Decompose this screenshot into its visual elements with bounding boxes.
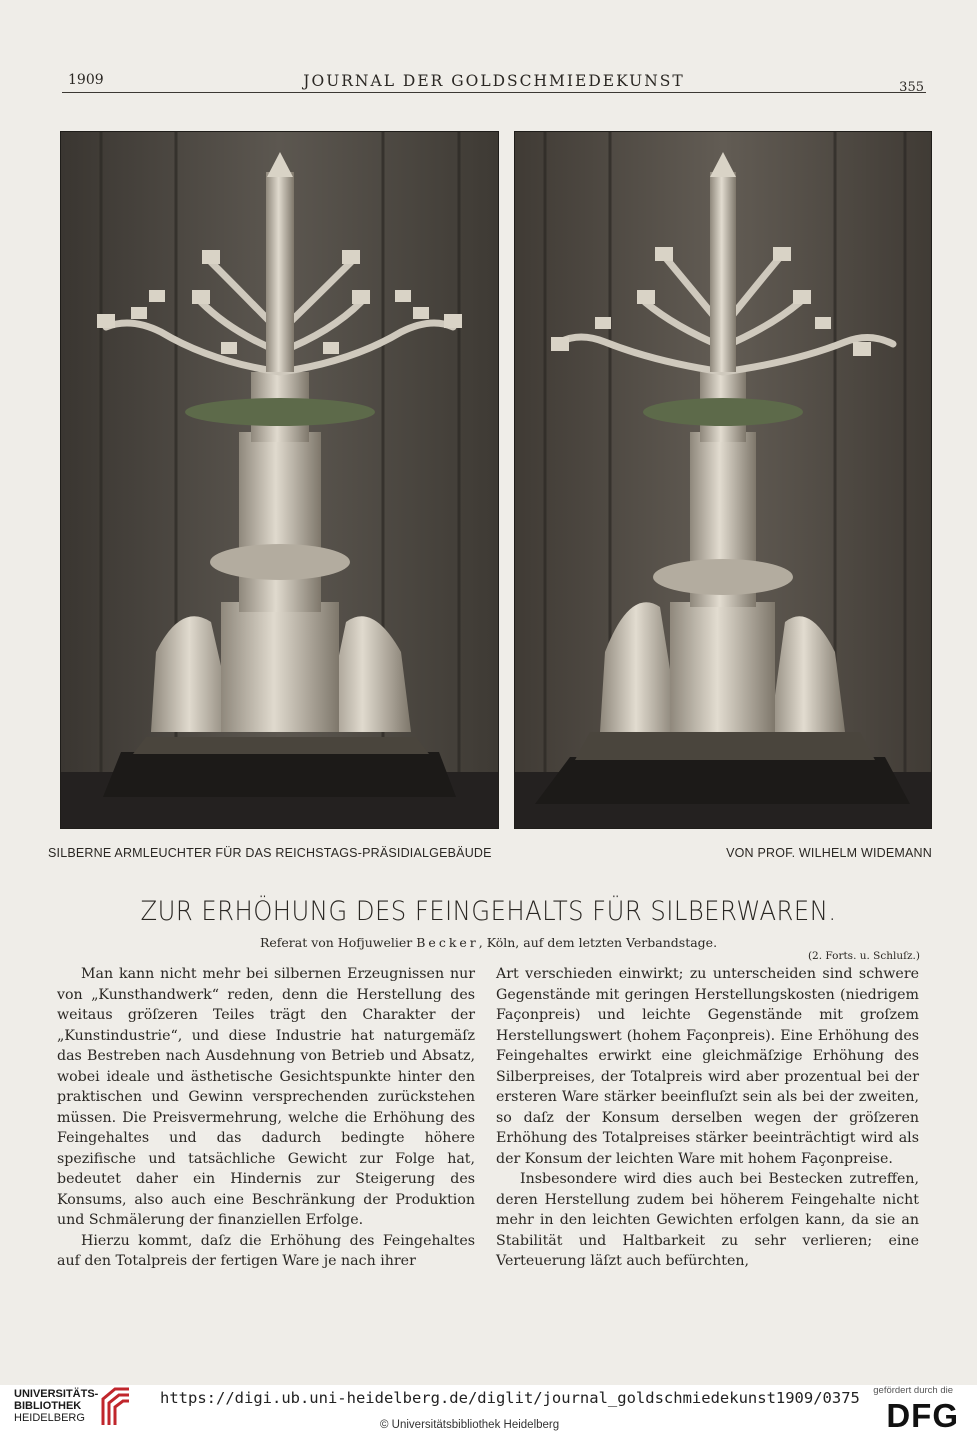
candelabrum-photo-right (514, 131, 932, 829)
page-number: 355 (899, 80, 924, 95)
caption-right: VON PROF. WILHELM WIDEMANN (726, 846, 932, 860)
digitization-footer (0, 1385, 977, 1444)
paragraph: Hierzu kommt, daſz die Erhöhung des Feingehaltes auf den Totalpreis der fertigen Ware je nach ihrer (57, 1232, 475, 1269)
text-column-left (57, 964, 475, 1272)
header-rule (62, 92, 926, 93)
text-column-right (496, 964, 919, 1272)
copyright-notice: © Universitätsbibliothek Heidelberg (380, 1419, 560, 1431)
paragraph: Man kann nicht mehr bei silbernen Erzeugnissen nur von „Kunsthandwerk“ reden, denn die Herstellung des weitaus gröſzeren Teiles trägt den Charakter der „Kunstindustrie“, und diese Industrie hat naturgemäſz das Bestreben nach Ausdehnung von Betrieb und Absatz, wobei ideale und ästhetische Gesichtspunkte hinter den praktischen und Gewinn versprechenden zurückstehen müssen. Die Preisvermehrung, welche die Erhöhung des Feingehaltes und das dadurch bedingte höhere spezifische und tatsächliche Gewicht zur Folge hat, bedeutet daher ein Hindernis zur Steigerung des Konsums, also auch eine Beschränkung der Produktion und Schmälerung der finanziellen Erfolge. (57, 966, 475, 1228)
library-logo-icon (99, 1385, 135, 1429)
header-year: 1909 (68, 72, 104, 88)
library-line: UNIVERSITÄTS- (14, 1388, 99, 1400)
article-title: ZUR ERHÖHUNG DES FEINGEHALTS FÜR SILBERWAREN. (140, 896, 837, 927)
paragraph: Insbesondere wird dies auch bei Bestecken zutreffen, deren Herstellung zudem bei höherem Feingehalte nicht mehr in den leichten Gewichten erfolgen kann, da sie an Stabilität und Haltbarkeit zu sehr verlieren; eine Verteuerung läſzt auch befürchten, (496, 1171, 919, 1269)
author-name: Becker (416, 935, 479, 950)
library-line: HEIDELBERG (14, 1412, 85, 1424)
library-name (14, 1388, 98, 1424)
dfg-logo: DFG (886, 1397, 959, 1434)
subtitle-prefix: Referat von Hofjuwelier (259, 935, 413, 950)
paragraph: Art verschieden einwirkt; zu unterscheiden sind schwere Gegenstände mit geringen Herstellungskosten (niedrigem Façonpreis) und leichte Gegenstände mit groſzem Herstellungswert (hohem Façonpreis). Eine Erhöhung des Feingehaltes erwirkt eine gleichmäſzige Erhöhung des Silberpreises, der Totalpreis wird aber prozentual bei der ersteren Ware stärker beeinfluſzt sein als bei der zweiten, so daſz der Konsum derselben wegen der gröſzeren Erhöhung des Totalpreises stärker beeinträchtigt wird als der Konsum der leichten Ware mit hohem Façonpreise. (496, 966, 919, 1167)
continuation-note: (2. Forts. u. Schluſz.) (807, 950, 920, 962)
caption-left: SILBERNE ARMLEUCHTER FÜR DAS REICHSTAGS-PRÄSIDIALGEBÄUDE (48, 846, 492, 860)
subtitle-suffix: , Köln, auf dem letzten Verbandstage. (478, 935, 718, 950)
funding-note: gefördert durch die (873, 1385, 953, 1396)
library-line: BIBLIOTHEK (14, 1400, 82, 1412)
journal-title: JOURNAL DER GOLDSCHMIEDEKUNST (303, 72, 685, 90)
document-url-link[interactable]: https://digi.ub.uni-heidelberg.de/diglit/journal_goldschmiedekunst1909/0375 (160, 1389, 860, 1407)
article-subtitle (0, 935, 977, 950)
candelabrum-photo-left (60, 131, 499, 829)
running-header (62, 72, 926, 96)
